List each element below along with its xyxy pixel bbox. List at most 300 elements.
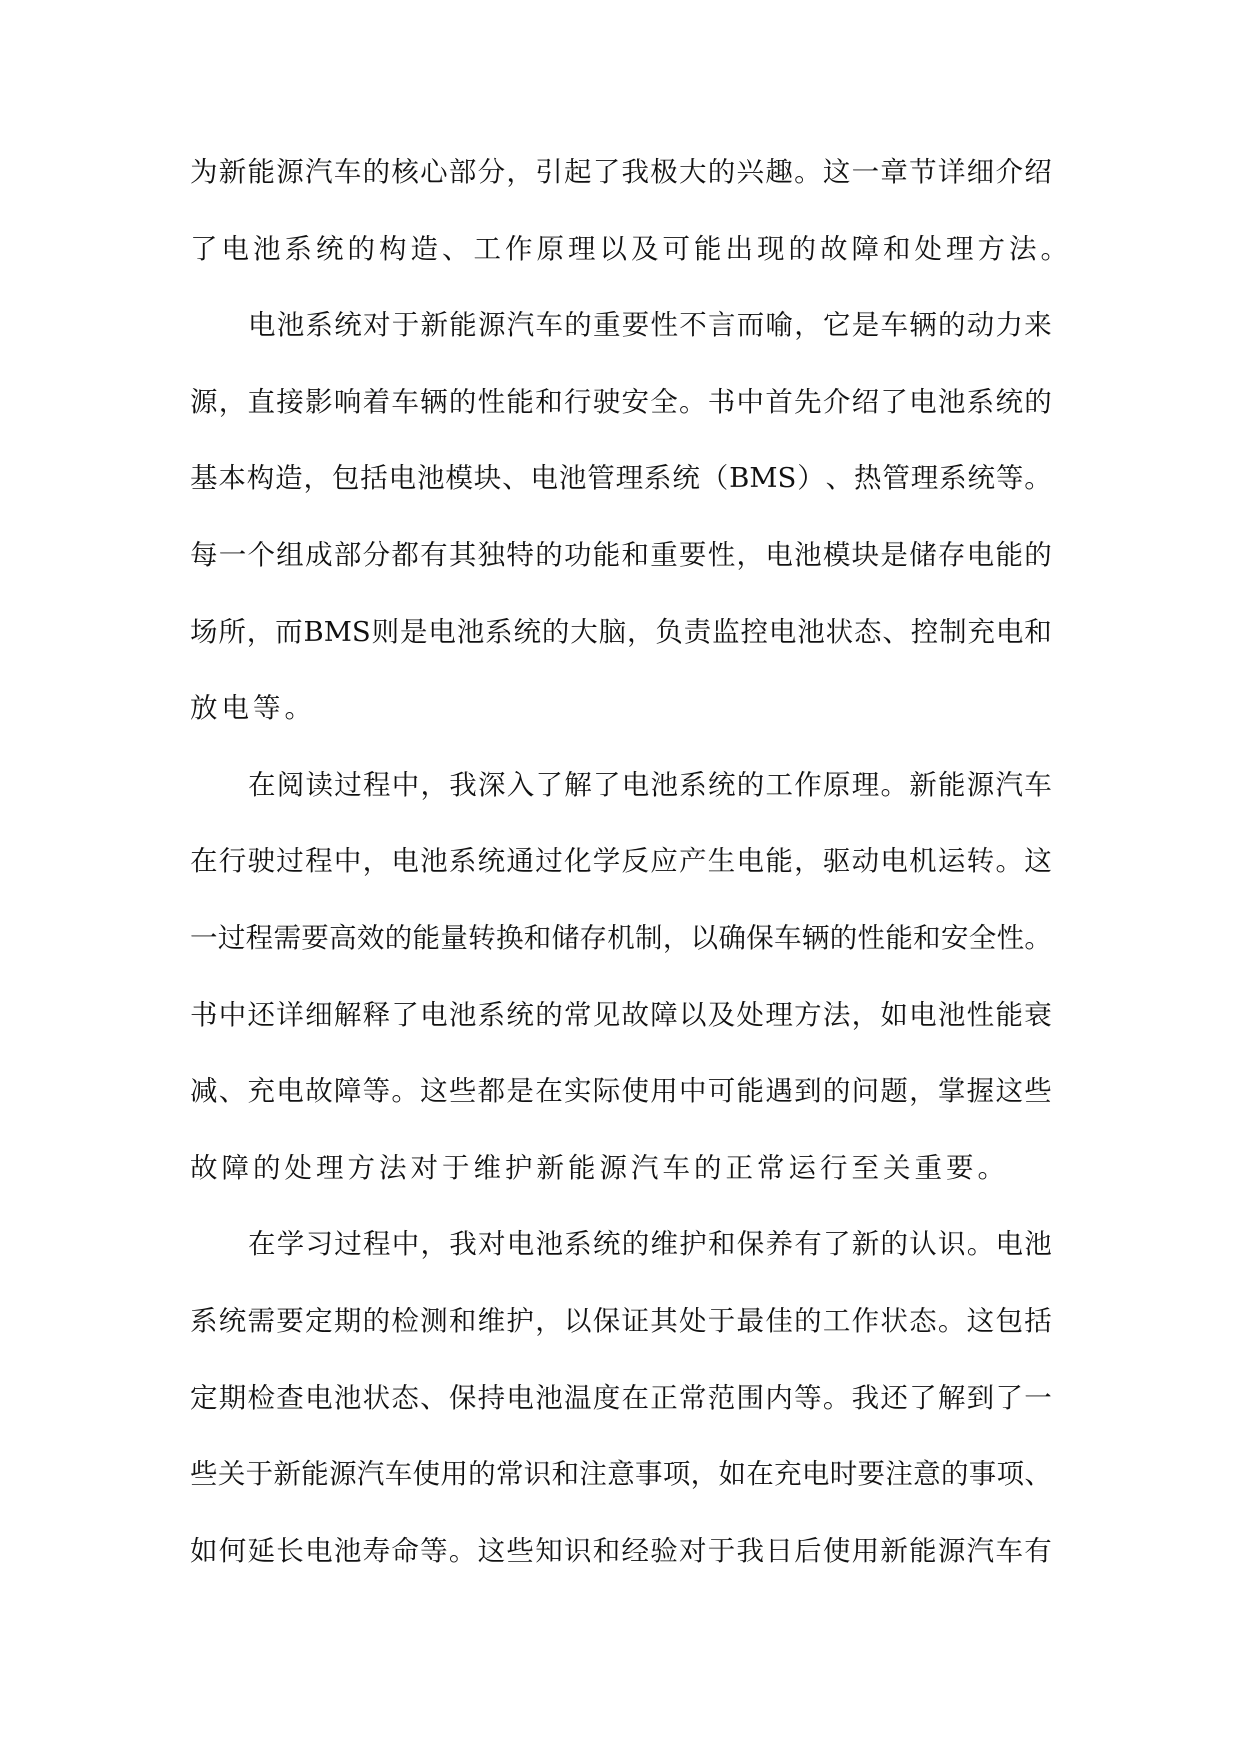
glyph: 工: [765, 768, 793, 801]
glyph: 理: [851, 768, 880, 801]
glyph: 池: [535, 1381, 563, 1414]
glyph: 电: [428, 615, 456, 648]
glyph: 绍: [851, 385, 880, 418]
glyph: 组: [276, 538, 304, 571]
glyph: 电: [768, 615, 797, 648]
glyph: 电: [621, 768, 650, 801]
glyph: 章: [880, 156, 908, 188]
glyph: 源: [329, 1458, 357, 1491]
glyph: 池: [558, 462, 587, 495]
glyph: 题: [880, 1075, 908, 1108]
glyph: 使: [621, 1075, 649, 1108]
glyph: 中: [333, 845, 362, 878]
glyph: 构: [379, 232, 407, 265]
glyph: 。: [822, 1381, 851, 1414]
glyph: 有: [420, 538, 448, 571]
glyph: 出: [725, 232, 753, 265]
glyph: 的: [468, 1458, 496, 1491]
glyph: ，: [303, 462, 331, 495]
glyph: 如: [190, 1534, 218, 1567]
glyph: 和: [913, 921, 941, 954]
glyph: 源: [276, 156, 304, 188]
glyph: 车: [774, 921, 802, 954]
glyph: 括: [360, 462, 388, 495]
text-line: [190, 219, 1068, 296]
glyph: 转: [966, 845, 995, 878]
glyph: 握: [966, 1075, 995, 1108]
glyph: 对: [679, 1534, 707, 1567]
glyph: 新: [880, 1534, 908, 1567]
glyph: 测: [420, 1304, 448, 1337]
glyph: 问: [851, 1075, 880, 1108]
glyph: 了: [880, 385, 908, 418]
glyph: 学: [276, 1228, 305, 1261]
glyph: 最: [736, 1304, 765, 1337]
glyph: 详: [276, 998, 304, 1031]
glyph: 直: [247, 385, 276, 418]
glyph: 要: [621, 309, 650, 342]
glyph: 性: [650, 309, 678, 342]
glyph: 高: [329, 921, 357, 954]
glyph: 先: [794, 385, 822, 418]
glyph: 作: [851, 1304, 880, 1337]
glyph: ，: [690, 1458, 719, 1491]
glyph: ，: [420, 1228, 448, 1261]
glyph: 这: [995, 1075, 1023, 1108]
glyph: 重: [914, 1151, 942, 1184]
glyph: 。: [284, 692, 312, 725]
glyph: 着: [362, 385, 391, 418]
glyph: 法: [1009, 232, 1037, 265]
glyph: 新: [851, 1228, 880, 1261]
glyph: 我: [621, 156, 649, 188]
glyph: 有: [1024, 1534, 1052, 1567]
glyph: 一: [1024, 1381, 1052, 1414]
glyph: 这: [966, 1304, 995, 1337]
glyph: 新: [273, 1458, 301, 1491]
glyph: 统: [708, 768, 736, 801]
glyph: 及: [707, 998, 736, 1031]
glyph: 和: [708, 1228, 736, 1261]
glyph: 运: [937, 845, 966, 878]
glyph: 过: [334, 1228, 362, 1261]
glyph: ，: [909, 1075, 937, 1108]
glyph: 定: [305, 1304, 333, 1337]
glyph: 的: [384, 921, 413, 954]
glyph: 些: [190, 1458, 218, 1491]
glyph: 源: [190, 385, 218, 418]
glyph: 可: [707, 1075, 736, 1108]
glyph: 功: [563, 538, 592, 571]
glyph: 电: [248, 309, 276, 342]
glyph: 和: [621, 538, 649, 571]
glyph: ，: [218, 385, 247, 418]
glyph: 全: [650, 385, 678, 418]
glyph: 喻: [765, 309, 793, 342]
glyph: 电: [420, 998, 448, 1031]
glyph: 在: [248, 768, 276, 801]
glyph: 常: [495, 1458, 524, 1491]
glyph: 需: [273, 921, 301, 954]
glyph: 要: [276, 1304, 304, 1337]
glyph: 汽: [506, 309, 535, 342]
glyph: 程: [363, 1228, 391, 1261]
glyph: 了: [391, 998, 419, 1031]
glyph: 如: [880, 998, 908, 1031]
glyph: 书: [190, 998, 218, 1031]
glyph: 应: [650, 845, 678, 878]
glyph: 正: [725, 1151, 753, 1184]
glyph: 车: [333, 156, 362, 188]
glyph: 减: [190, 1075, 218, 1108]
glyph: 每: [190, 538, 218, 571]
glyph: 行: [563, 385, 592, 418]
glyph: 意: [607, 1458, 635, 1491]
glyph: 经: [621, 1534, 649, 1567]
glyph: 它: [823, 309, 851, 342]
glyph: 对: [363, 309, 391, 342]
glyph: 际: [592, 1075, 621, 1108]
text-line: [190, 678, 1052, 755]
glyph: 的: [694, 1151, 722, 1184]
glyph: 保: [736, 1228, 765, 1261]
glyph: 、: [502, 462, 530, 495]
glyph: 。: [880, 768, 908, 801]
glyph: 了: [190, 232, 218, 265]
glyph: 寿: [362, 1534, 391, 1567]
glyph: 范: [707, 1381, 736, 1414]
glyph: 本: [218, 462, 246, 495]
text-line: [190, 142, 1052, 219]
glyph: 日: [765, 1534, 793, 1567]
glyph: 生: [707, 845, 736, 878]
glyph: 能: [694, 232, 722, 265]
glyph: 等: [420, 1534, 448, 1567]
glyph: 和: [883, 232, 911, 265]
glyph: 统: [218, 1304, 247, 1337]
glyph: 。: [448, 1534, 477, 1567]
glyph: 保: [448, 1381, 477, 1414]
glyph: 系: [190, 1304, 218, 1337]
glyph: 车: [995, 1534, 1023, 1567]
glyph: 电: [221, 692, 249, 725]
glyph: 电: [801, 1458, 830, 1491]
glyph: 中: [391, 1228, 420, 1261]
glyph: 安: [940, 921, 969, 954]
glyph: 基: [190, 462, 218, 495]
text-line: [190, 448, 1052, 525]
glyph: 关: [883, 1151, 911, 1184]
text-line: [190, 1291, 1052, 1368]
glyph: 和: [535, 385, 563, 418]
glyph: 充: [774, 1458, 802, 1491]
glyph: 系: [305, 309, 333, 342]
glyph: 统: [513, 615, 541, 648]
glyph: 的: [1024, 385, 1052, 418]
glyph: 障: [851, 232, 879, 265]
glyph: 能: [736, 1075, 765, 1108]
glyph: 检: [247, 1381, 276, 1414]
glyph: 有: [794, 1228, 822, 1261]
glyph: 量: [440, 921, 468, 954]
glyph: 处: [679, 1304, 707, 1337]
glyph: 要: [946, 1151, 974, 1184]
glyph: 的: [822, 1075, 851, 1108]
glyph: ，: [506, 156, 534, 188]
glyph: 的: [829, 921, 858, 954]
glyph: 括: [1024, 1304, 1052, 1337]
glyph: 池: [937, 385, 966, 418]
glyph: 造: [410, 232, 438, 265]
glyph: 电: [506, 1381, 534, 1414]
glyph: 介: [995, 156, 1023, 188]
glyph: 围: [736, 1381, 765, 1414]
glyph: BMS: [729, 462, 797, 495]
glyph: 转: [468, 921, 496, 954]
glyph: 是: [851, 309, 880, 342]
glyph: 常: [679, 1381, 707, 1414]
glyph: 对: [410, 1151, 438, 1184]
glyph: 。: [977, 1151, 1005, 1184]
glyph: ，: [362, 845, 391, 878]
glyph: 护: [679, 1228, 707, 1261]
glyph: 换: [495, 921, 524, 954]
glyph: 统: [967, 462, 995, 495]
glyph: ，: [535, 1304, 563, 1337]
text-line: [190, 1444, 1052, 1521]
glyph: 这: [822, 156, 851, 188]
glyph: 方: [794, 998, 822, 1031]
glyph: 电: [530, 462, 558, 495]
glyph: 。: [966, 1228, 995, 1261]
glyph: 使: [412, 1458, 440, 1491]
glyph: 需: [247, 1304, 276, 1337]
glyph: 车: [384, 1458, 413, 1491]
glyph: 控: [740, 615, 768, 648]
glyph: 池: [797, 615, 825, 648]
glyph: 机: [909, 845, 937, 878]
glyph: 电: [388, 462, 417, 495]
glyph: 中: [736, 385, 765, 418]
glyph: 和: [1024, 615, 1052, 648]
glyph: 理: [910, 462, 939, 495]
glyph: 车: [880, 309, 908, 342]
glyph: 检: [391, 1304, 419, 1337]
glyph: 。: [679, 385, 707, 418]
glyph: 要: [679, 538, 707, 571]
glyph: 详: [937, 156, 966, 188]
glyph: 等: [362, 1075, 391, 1108]
glyph: 事: [968, 1458, 997, 1491]
glyph: 识: [938, 1228, 966, 1261]
glyph: 我: [449, 1228, 477, 1261]
glyph: 、: [420, 1381, 448, 1414]
glyph: 的: [788, 232, 816, 265]
glyph: 维: [650, 1228, 678, 1261]
glyph: 理: [316, 1151, 344, 1184]
glyph: 分: [477, 156, 506, 188]
glyph: 状: [825, 615, 854, 648]
text-line: [190, 831, 1052, 908]
glyph: 系: [939, 462, 967, 495]
glyph: 汽: [995, 768, 1023, 801]
glyph: 法: [822, 998, 851, 1031]
glyph: 长: [276, 1534, 304, 1567]
glyph: 方: [347, 1151, 375, 1184]
glyph: 于: [442, 1151, 470, 1184]
glyph: 池: [937, 998, 966, 1031]
glyph: 维: [473, 1151, 501, 1184]
glyph: 还: [247, 998, 276, 1031]
document-body: [190, 142, 1068, 1597]
glyph: 块: [851, 538, 880, 571]
glyph: 。: [1040, 232, 1068, 265]
glyph: 事: [635, 1458, 663, 1491]
glyph: 在: [535, 1075, 563, 1108]
glyph: 车: [535, 309, 563, 342]
glyph: 分: [362, 538, 391, 571]
glyph: 节: [909, 156, 937, 188]
glyph: 新: [420, 309, 448, 342]
glyph: 实: [563, 1075, 592, 1108]
glyph: 命: [391, 1534, 419, 1567]
glyph: 。: [1024, 921, 1052, 954]
glyph: 起: [563, 156, 592, 188]
glyph: 驱: [822, 845, 851, 878]
glyph: 和: [551, 1458, 580, 1491]
glyph: 验: [650, 1534, 678, 1567]
glyph: 安: [621, 385, 649, 418]
glyph: 这: [477, 1534, 506, 1567]
glyph: 系: [966, 385, 995, 418]
glyph: 识: [563, 1534, 592, 1567]
glyph: 的: [621, 1228, 650, 1261]
glyph: 效: [356, 921, 385, 954]
glyph: 确: [718, 921, 746, 954]
glyph: ，: [246, 615, 275, 648]
glyph: 电: [909, 998, 937, 1031]
glyph: 新: [909, 768, 937, 801]
glyph: 池: [456, 615, 485, 648]
glyph: 常: [757, 1151, 785, 1184]
glyph: 池: [794, 538, 822, 571]
glyph: 汽: [966, 1534, 995, 1567]
glyph: 于: [707, 1534, 736, 1567]
glyph: 、: [1024, 1458, 1052, 1491]
glyph: 能: [247, 156, 276, 188]
glyph: 习: [305, 1228, 333, 1261]
glyph: 的: [253, 1151, 281, 1184]
glyph: 电: [736, 845, 765, 878]
glyph: BMS: [303, 615, 371, 648]
glyph: 储: [551, 921, 580, 954]
glyph: 这: [1024, 845, 1052, 878]
glyph: 度: [592, 1381, 621, 1414]
glyph: 程: [363, 768, 391, 801]
glyph: 障: [650, 998, 678, 1031]
glyph: 行: [820, 1151, 848, 1184]
glyph: 掌: [937, 1075, 966, 1108]
glyph: 这: [420, 1075, 448, 1108]
glyph: 池: [650, 768, 678, 801]
glyph: 心: [420, 156, 448, 188]
glyph: 新: [536, 1151, 564, 1184]
glyph: 处: [914, 232, 942, 265]
glyph: 些: [1024, 1075, 1052, 1108]
glyph: 则: [371, 615, 400, 648]
glyph: 能: [412, 921, 440, 954]
glyph: 池: [1024, 1228, 1052, 1261]
glyph: 统: [506, 998, 534, 1031]
glyph: 中: [679, 1075, 707, 1108]
glyph: 障: [221, 1151, 249, 1184]
glyph: 处: [736, 998, 765, 1031]
glyph: 存: [937, 538, 966, 571]
glyph: 都: [391, 538, 419, 571]
glyph: 和: [448, 1304, 477, 1337]
glyph: 到: [966, 1381, 995, 1414]
glyph: 特: [506, 538, 534, 571]
glyph: 查: [276, 1381, 304, 1414]
glyph: 以: [679, 998, 707, 1031]
glyph: 中: [391, 768, 420, 801]
glyph: 系: [284, 232, 312, 265]
glyph: 等: [794, 1381, 822, 1414]
glyph: 统: [672, 462, 700, 495]
glyph: 源: [937, 1534, 966, 1567]
glyph: 核: [391, 156, 419, 188]
glyph: 使: [822, 1534, 851, 1567]
glyph: 池: [276, 309, 305, 342]
glyph: 一: [851, 156, 880, 188]
glyph: 新: [218, 156, 247, 188]
glyph: 机: [607, 921, 635, 954]
glyph: 解: [333, 998, 362, 1031]
glyph: 的: [707, 156, 736, 188]
glyph: 现: [757, 232, 785, 265]
glyph: 充: [967, 615, 995, 648]
glyph: 统: [334, 309, 362, 342]
glyph: 一: [190, 921, 218, 954]
glyph: 构: [246, 462, 275, 495]
glyph: 态: [391, 1381, 419, 1414]
glyph: 佳: [765, 1304, 793, 1337]
glyph: ）: [797, 462, 825, 495]
glyph: 如: [718, 1458, 746, 1491]
glyph: 作: [505, 232, 533, 265]
glyph: 等: [995, 462, 1024, 495]
glyph: 于: [707, 1304, 736, 1337]
paragraph-2: [190, 295, 1052, 755]
glyph: 养: [765, 1228, 793, 1261]
glyph: 能: [506, 385, 534, 418]
glyph: 态: [909, 1304, 937, 1337]
glyph: 些: [448, 1075, 477, 1108]
glyph: 注: [579, 1458, 607, 1491]
glyph: 解: [564, 768, 592, 801]
glyph: 、: [882, 615, 910, 648]
text-line: [190, 372, 1052, 449]
glyph: 大: [679, 156, 707, 188]
glyph: 包: [331, 462, 360, 495]
glyph: 其: [650, 1304, 678, 1337]
glyph: 性: [857, 921, 885, 954]
glyph: 制: [635, 921, 663, 954]
glyph: 驶: [247, 845, 276, 878]
glyph: 能: [938, 768, 966, 801]
glyph: （: [700, 462, 729, 495]
glyph: ，: [794, 309, 822, 342]
